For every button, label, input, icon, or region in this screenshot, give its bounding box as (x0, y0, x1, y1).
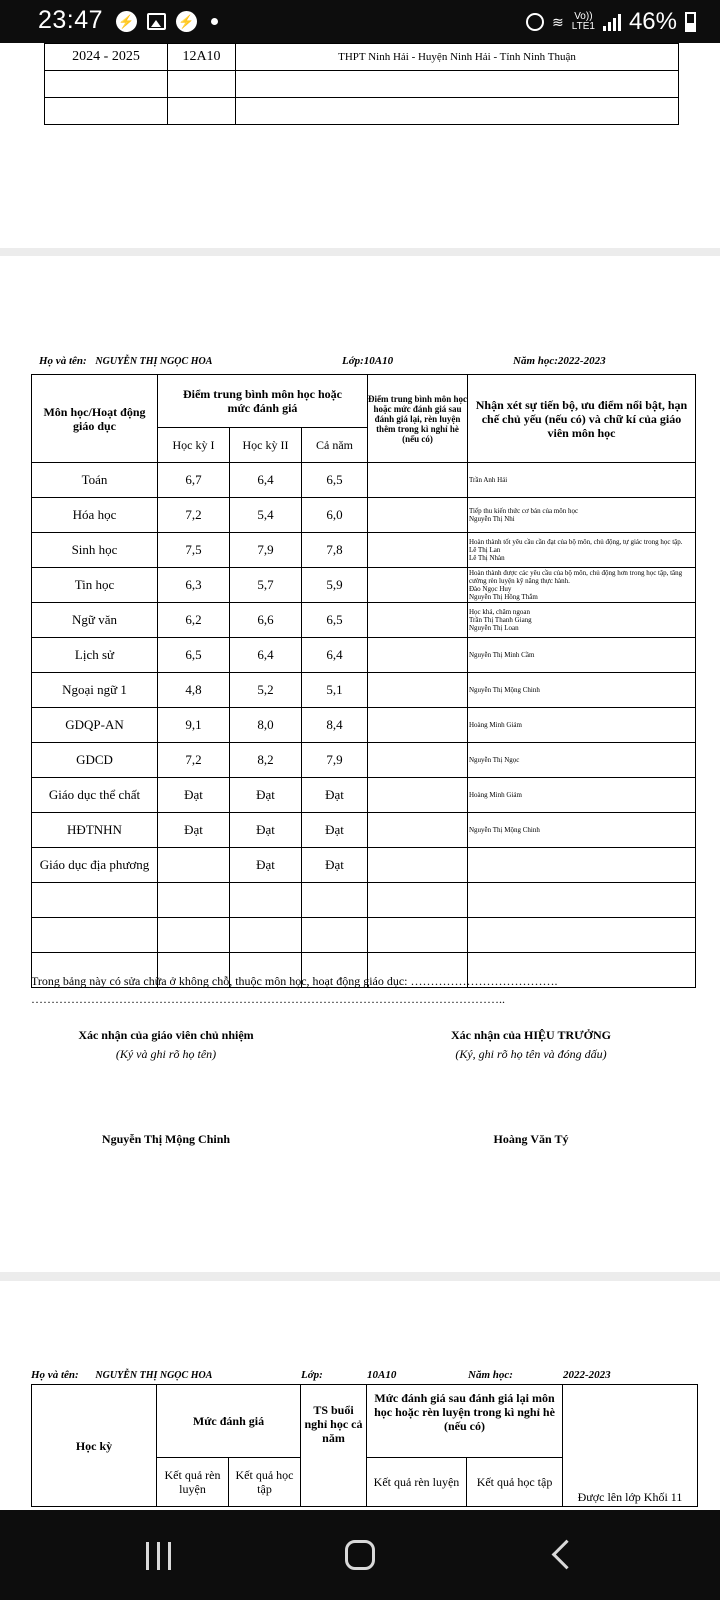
table-row (32, 778, 696, 813)
semester1-cell: 6,5 (158, 638, 230, 673)
reassess-cell (368, 918, 468, 953)
home-button[interactable] (345, 1540, 375, 1570)
principal-name: Hoàng Văn Tý (493, 1132, 569, 1146)
absence-header: TS buổi nghỉ học cả năm (301, 1385, 367, 1507)
reassess-cell (368, 883, 468, 918)
document-page-previous (0, 43, 720, 248)
comments-header: Nhận xét sự tiến bộ, ưu điểm nổi bật, hạn chế chủ yếu (nếu có) và chữ kí của giáo viên môn học (468, 375, 696, 463)
semester1-cell (158, 883, 230, 918)
table-row (45, 71, 679, 98)
subject-header: Môn học/Hoạt động giáo dục (32, 375, 158, 463)
comment-cell: Hoàng Minh Giám (468, 708, 696, 743)
subject-cell: Toán (32, 463, 158, 498)
semester1-cell: 6,2 (158, 603, 230, 638)
comment-cell: Hoàng Minh Giám (468, 778, 696, 813)
notification-icons (116, 11, 218, 32)
subject-cell: Ngoại ngữ 1 (32, 673, 158, 708)
table-row (32, 743, 696, 778)
table-row (45, 98, 679, 125)
school-year-value: 2022-2023 (563, 1369, 611, 1381)
semester1-cell: 6,3 (158, 568, 230, 603)
school-history-table (44, 43, 679, 125)
semester1-cell (158, 918, 230, 953)
more-notifications-icon (211, 18, 218, 25)
subject-cell: GDQP-AN (32, 708, 158, 743)
semester1-cell (158, 848, 230, 883)
comment-cell (468, 883, 696, 918)
full-year-cell: 8,4 (302, 708, 368, 743)
reassess-cell (368, 463, 468, 498)
semester2-cell: 5,7 (230, 568, 302, 603)
reassess-header: Mức đánh giá sau đánh giá lại môn học hoặc rèn luyện trong kì nghỉ hè (nếu có) (367, 1385, 563, 1458)
comment-cell (468, 918, 696, 953)
full-year-cell: 5,1 (302, 673, 368, 708)
subject-cell: Giáo dục địa phương (32, 848, 158, 883)
comment-cell: Tiếp thu kiến thức cơ bản của môn học Nguyễn Thị Nhi (468, 498, 696, 533)
reassess-cell (368, 498, 468, 533)
student-name: Họ và tên: NGUYỄN THỊ NGỌC HOA (39, 355, 213, 367)
table-row (32, 533, 696, 568)
correction-note: Trong bảng này có sửa chữa ở không chỗ, thuộc môn học, hoạt động giáo dục: ………………………………. (31, 974, 558, 988)
semester-header: Học kỳ (32, 1385, 157, 1507)
subject-cell (32, 918, 158, 953)
full-year-cell: 5,9 (302, 568, 368, 603)
semester1-cell: 9,1 (158, 708, 230, 743)
comment-cell: Học khá, chăm ngoan Trần Thị Thanh Giang Nguyễn Thị Loan (468, 603, 696, 638)
semester2-cell: 5,4 (230, 498, 302, 533)
school-year: Năm học:2022-2023 (513, 355, 606, 367)
table-row (32, 813, 696, 848)
reassess-cell (368, 673, 468, 708)
recents-button[interactable] (146, 1542, 171, 1570)
subject-cell: GDCD (32, 743, 158, 778)
semester2-cell: 8,0 (230, 708, 302, 743)
study-header: Kết quả học tập (229, 1458, 301, 1507)
full-year-cell: 7,8 (302, 533, 368, 568)
gallery-icon (147, 13, 166, 30)
semester1-header: Học kỳ I (158, 428, 230, 463)
full-year-cell: 6,5 (302, 463, 368, 498)
rating-header: Mức đánh giá (157, 1385, 301, 1458)
semester2-cell (230, 883, 302, 918)
reassess-header: Điểm trung bình môn học hoặc mức đánh giá sau đánh giá lại, rèn luyện thêm trong kì nghỉ hè (nếu có) (368, 375, 468, 463)
full-year-cell: 6,4 (302, 638, 368, 673)
semester1-cell: Đạt (158, 778, 230, 813)
reassess-cell (368, 778, 468, 813)
full-year-cell: 7,9 (302, 743, 368, 778)
reassess-cell (368, 743, 468, 778)
full-year-header: Cả năm (302, 428, 368, 463)
comment-cell: Nguyễn Thị Mộng Chinh (468, 813, 696, 848)
document-page-grades (0, 256, 720, 1272)
semester1-cell: Đạt (158, 813, 230, 848)
homeroom-signature (56, 1028, 276, 1147)
alarm-icon (526, 13, 544, 31)
homeroom-title: Xác nhận của giáo viên chủ nhiệm (78, 1028, 254, 1042)
semester2-header: Học kỳ II (230, 428, 302, 463)
class-cell: 12A10 (168, 44, 236, 71)
semester1-cell: 7,2 (158, 743, 230, 778)
reassess-cell (368, 638, 468, 673)
reassess-cell (368, 708, 468, 743)
semester1-cell: 6,7 (158, 463, 230, 498)
promotion-header: Được lên lớp Khối 11 (563, 1385, 698, 1507)
subject-cell: HĐTNHN (32, 813, 158, 848)
messenger-icon-2: ⚡ (176, 11, 197, 32)
battery-icon (685, 12, 696, 32)
semester2-cell: 6,4 (230, 463, 302, 498)
student-class-value: 10A10 (367, 1369, 397, 1381)
table-row (32, 883, 696, 918)
school-year-label: Năm học: (468, 1369, 513, 1381)
correction-note-line2: ……………………………………………………………………………………………………….. (31, 992, 505, 1006)
full-year-cell: Đạt (302, 813, 368, 848)
reassess-cell (368, 603, 468, 638)
wifi-icon: ≋ (552, 13, 564, 30)
table-row (32, 638, 696, 673)
study-reassess-header: Kết quả học tập (467, 1458, 563, 1507)
semester1-cell: 4,8 (158, 673, 230, 708)
semester1-cell: 7,2 (158, 498, 230, 533)
lte-indicator (572, 12, 595, 32)
battery-percent: 46% (628, 8, 677, 35)
document-page-summary (0, 1281, 720, 1510)
subject-cell: Lịch sử (32, 638, 158, 673)
table-row (32, 568, 696, 603)
principal-title: Xác nhận của HIỆU TRƯỞNG (450, 1028, 612, 1042)
conduct-reassess-header: Kết quả rèn luyện (367, 1458, 467, 1507)
table-row (32, 848, 696, 883)
reassess-cell (368, 568, 468, 603)
school-cell: THPT Ninh Hải - Huyện Ninh Hải - Tỉnh Ninh Thuận (236, 44, 679, 71)
full-year-cell (302, 918, 368, 953)
conduct-header: Kết quả rèn luyện (157, 1458, 229, 1507)
table-row (32, 918, 696, 953)
reassess-cell (368, 848, 468, 883)
lte-label: LTE1 (571, 21, 595, 32)
full-year-cell: 6,5 (302, 603, 368, 638)
semester2-cell: Đạt (230, 813, 302, 848)
principal-subtitle: (Ký, ghi rõ họ tên và đóng dấu) (455, 1047, 607, 1061)
subject-cell (32, 883, 158, 918)
student-name: Họ và tên: NGUYỄN THỊ NGỌC HOA (31, 1369, 213, 1381)
school-year-cell: 2024 - 2025 (45, 44, 168, 71)
full-year-cell: 6,0 (302, 498, 368, 533)
semester2-cell (230, 918, 302, 953)
system-icons (526, 8, 696, 36)
table-row (32, 498, 696, 533)
subject-cell: Tin học (32, 568, 158, 603)
semester2-cell: Đạt (230, 778, 302, 813)
principal-signature (421, 1028, 641, 1147)
student-class-label: Lớp: (301, 1369, 323, 1381)
semester2-cell: 6,6 (230, 603, 302, 638)
semester2-cell: 8,2 (230, 743, 302, 778)
signal-icon (603, 13, 621, 31)
reassess-cell (368, 813, 468, 848)
table-header-row (32, 375, 696, 428)
table-row (45, 44, 679, 71)
table-header-row (32, 1385, 698, 1458)
homeroom-name: Nguyễn Thị Mộng Chinh (101, 1132, 231, 1146)
average-header: Điểm trung bình môn học hoặc mức đánh giá (158, 375, 368, 428)
reassess-cell (368, 533, 468, 568)
back-button[interactable] (552, 1540, 582, 1570)
subject-cell: Giáo dục thể chất (32, 778, 158, 813)
full-year-cell: Đạt (302, 778, 368, 813)
comment-cell: Hoàn thành tốt yêu cầu cần đạt của bộ môn, chủ động, tự giác trong học tập. Lê Thị Lan Lê Thị Nhàn (468, 533, 696, 568)
summary-table (31, 1384, 698, 1507)
subject-cell: Ngữ văn (32, 603, 158, 638)
homeroom-subtitle: (Ký và ghi rõ họ tên) (115, 1047, 217, 1061)
full-year-cell (302, 883, 368, 918)
comment-cell: Trần Anh Hải (468, 463, 696, 498)
full-year-cell: Đạt (302, 848, 368, 883)
table-row (32, 708, 696, 743)
semester2-cell: 5,2 (230, 673, 302, 708)
subject-cell: Hóa học (32, 498, 158, 533)
student-class: Lớp:10A10 (342, 355, 394, 367)
semester2-cell: Đạt (230, 848, 302, 883)
table-row (32, 603, 696, 638)
volte-label: Vo)) (574, 11, 593, 22)
status-bar (0, 0, 720, 43)
semester1-cell: 7,5 (158, 533, 230, 568)
table-row (32, 673, 696, 708)
comment-cell: Nguyễn Thị Minh Cầm (468, 638, 696, 673)
messenger-icon: ⚡ (116, 11, 137, 32)
comment-cell: Nguyễn Thị Ngọc (468, 743, 696, 778)
semester2-cell: 7,9 (230, 533, 302, 568)
semester2-cell: 6,4 (230, 638, 302, 673)
navigation-bar (0, 1510, 720, 1600)
comment-cell: Hoàn thành được các yêu cầu của bộ môn, chủ động hơn trong học tập, tăng cường rèn luyện kỹ năng thực hành. Đào Ngọc Huy Nguyễn Thị Hồng Thắm (468, 568, 696, 603)
comment-cell (468, 848, 696, 883)
grades-table (31, 374, 696, 988)
subject-cell: Sinh học (32, 533, 158, 568)
comment-cell: Nguyễn Thị Mộng Chinh (468, 673, 696, 708)
clock: 23:47 (38, 6, 104, 34)
table-row (32, 463, 696, 498)
